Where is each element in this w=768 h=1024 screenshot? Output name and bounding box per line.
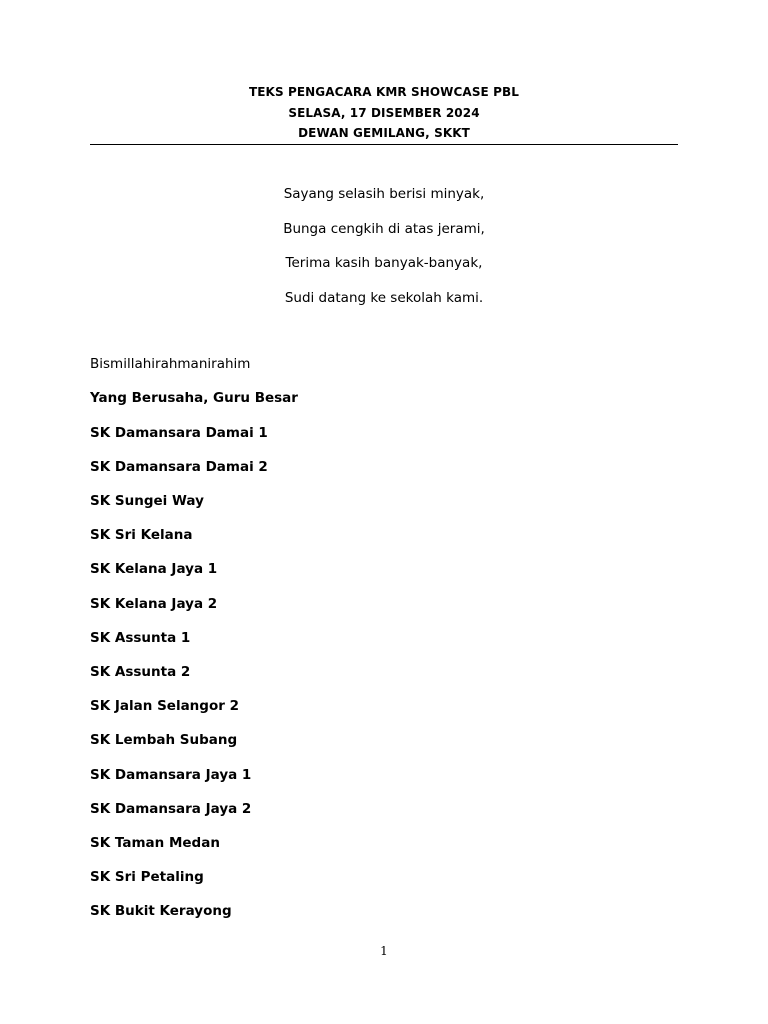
salutation-item: SK Taman Medan [90, 834, 220, 851]
document-title: TEKS PENGACARA KMR SHOWCASE PBL [248, 85, 520, 99]
salutation-item: SK Damansara Jaya 1 [90, 766, 252, 783]
document-body [90, 347, 690, 929]
salutation-item: SK Jalan Selangor 2 [90, 698, 239, 715]
header-divider [90, 144, 678, 145]
opening-greeting: Bismillahirahmanirahim [90, 356, 251, 372]
salutation-item: SK Assunta 2 [90, 663, 191, 680]
salutation-item: SK Assunta 1 [90, 629, 191, 646]
salutation-item: SK Bukit Kerayong [90, 903, 232, 920]
document-venue: DEWAN GEMILANG, SKKT [298, 126, 470, 140]
salutation-item: SK Damansara Jaya 2 [90, 800, 252, 817]
salutation-item: SK Sri Kelana [90, 527, 193, 544]
salutation-item: SK Lembah Subang [90, 732, 238, 749]
salutation-item: SK Kelana Jaya 1 [90, 561, 218, 578]
salutation-item: Yang Berusaha, Guru Besar [90, 390, 298, 407]
page-number: 1 [380, 944, 388, 958]
document-date: SELASA, 17 DISEMBER 2024 [288, 105, 480, 120]
salutation-item: SK Damansara Damai 2 [90, 458, 268, 475]
document-header [0, 82, 768, 144]
salutation-item: SK Kelana Jaya 2 [90, 595, 218, 612]
pantun-verse [0, 177, 768, 315]
pantun-line: Bunga cengkih di atas jerami, [283, 220, 485, 237]
salutation-item: SK Sri Petaling [90, 869, 204, 886]
pantun-line: Sayang selasih berisi minyak, [283, 186, 485, 202]
salutation-list [90, 381, 690, 928]
pantun-line: Terima kasih banyak-banyak, [285, 255, 483, 271]
salutation-item: SK Damansara Damai 1 [90, 424, 268, 441]
salutation-item: SK Sungei Way [90, 492, 204, 509]
pantun-line: Sudi datang ke sekolah kami. [284, 289, 484, 306]
